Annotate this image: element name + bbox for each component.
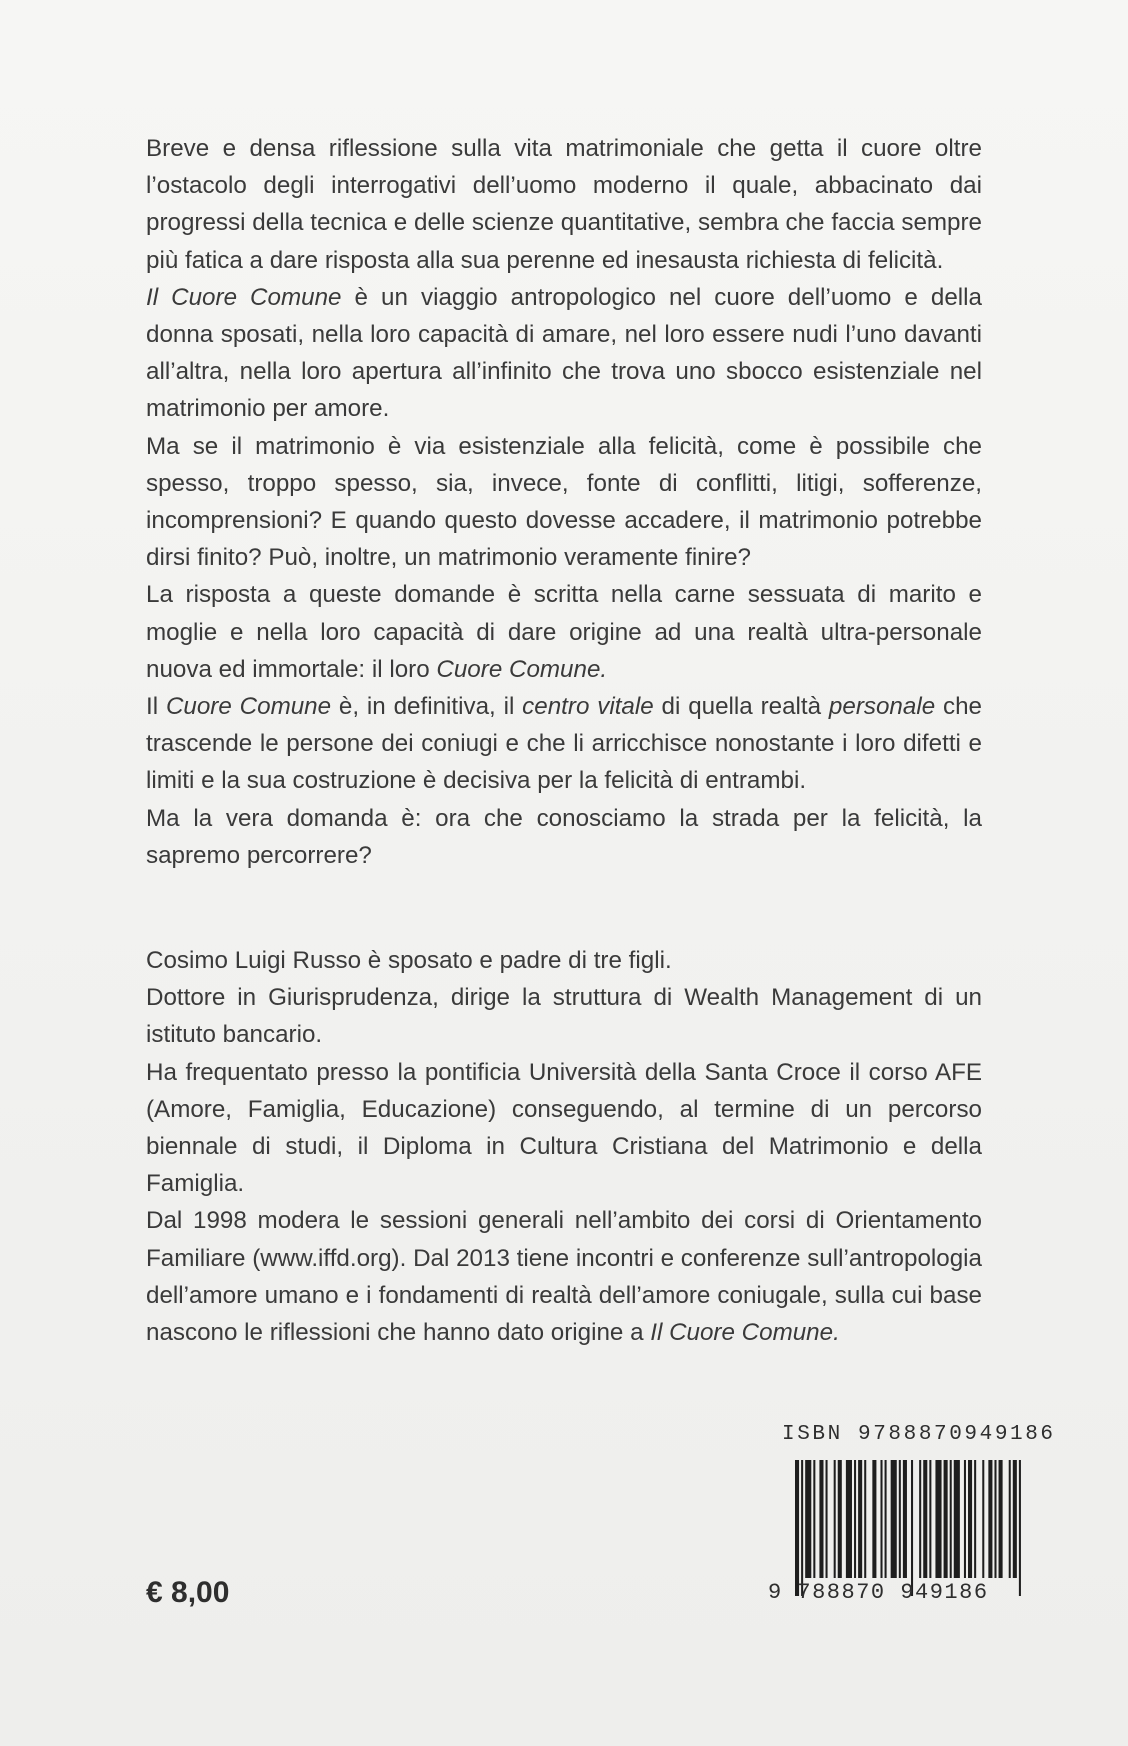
blurb-text: è un viaggio antropologico nel cuore dell’uomo e della donna sposati, nella loro capacità di amare, nel loro essere nudi l’uno davanti all’altra, nella loro apertura all’infinito che trova uno sbocco esistenziale nel matrimonio per amore. xyxy=(146,283,982,423)
barcode-icon xyxy=(795,1460,1025,1596)
barcode-bar xyxy=(964,1460,966,1578)
blurb-paragraph: Ma la vera domanda è: ora che conosciamo la strada per la felicità, la sapremo percorrere? xyxy=(146,804,982,869)
book-title: Il Cuore Comune xyxy=(146,283,342,311)
emphasis: centro vitale xyxy=(522,693,654,721)
barcode-bar xyxy=(950,1460,952,1578)
blurb-paragraph xyxy=(146,279,982,428)
barcode-bar xyxy=(826,1460,828,1578)
barcode-bar xyxy=(994,1460,996,1578)
book-title: Il Cuore Comune. xyxy=(650,1319,840,1347)
barcode-bar xyxy=(834,1460,836,1578)
bio-paragraph: Cosimo Luigi Russo è sposato e padre di tre figli. xyxy=(146,947,672,974)
barcode-bar xyxy=(954,1460,960,1578)
barcode-digits: 9 788870 949186 xyxy=(768,1580,989,1605)
barcode-bar xyxy=(838,1460,842,1578)
blurb-paragraph: Breve e densa riflessione sulla vita matrimoniale che getta il cuore oltre l’ostacolo degli interrogativi dell’uomo moderno il quale, abbacinato dai progressi della tecnica e delle scienze quantitative, sembra che faccia sempre più fatica a dare risposta alla sua perenne ed inesausta richiesta di felicità. xyxy=(146,135,982,274)
barcode-bar xyxy=(999,1460,1003,1578)
barcode-bar xyxy=(795,1460,799,1596)
bio-paragraph xyxy=(146,1202,982,1351)
bio-paragraph: Ha frequentato presso la pontificia Università della Santa Croce il corso AFE (Amore, Famiglia, Educazione) conseguendo, al termine di un percorso biennale di studi, il Diploma in Cultura Cristiana del Matrimonio e della Famiglia. xyxy=(146,1058,982,1198)
barcode-bar xyxy=(903,1460,907,1578)
barcode-bar xyxy=(891,1460,897,1578)
barcode-bar xyxy=(911,1460,913,1596)
barcode-bar xyxy=(935,1460,941,1578)
barcode-bar xyxy=(864,1460,866,1578)
barcode-bar xyxy=(899,1460,901,1578)
book-title: Cuore Comune xyxy=(165,693,332,721)
barcode-bar xyxy=(858,1460,862,1578)
barcode-bar xyxy=(968,1460,972,1578)
barcode-bar xyxy=(974,1460,976,1578)
barcode-bar xyxy=(1019,1460,1021,1596)
blurb-text: è, in definitiva, il xyxy=(331,693,523,721)
blurb-paragraph xyxy=(146,576,982,688)
barcode-bar xyxy=(872,1460,876,1578)
blurb-text: che trascende le persone dei coniugi e che li arricchisce nonostante i loro difetti e limiti e la sua costruzione è decisiva per la felicità di entrambi. xyxy=(146,693,982,795)
barcode-bar xyxy=(919,1460,921,1578)
barcode-bar xyxy=(929,1460,931,1578)
barcode-bar xyxy=(988,1460,992,1578)
barcode-bar xyxy=(1009,1460,1011,1578)
barcode-bar xyxy=(813,1460,815,1578)
emphasis: personale xyxy=(828,693,936,721)
barcode-bar xyxy=(801,1460,803,1596)
blurb-text: di quella realtà xyxy=(653,693,829,721)
isbn-label: ISBN 9788870949186 xyxy=(782,1423,1056,1446)
blurb-text: La risposta a queste domande è scritta nella carne sessuata di marito e moglie e nella loro capacità di dare origine ad una realtà ultra-personale nuova ed immortale: il loro xyxy=(146,581,982,683)
barcode-bar xyxy=(819,1460,823,1578)
book-title: Cuore Comune. xyxy=(436,655,608,683)
blurb-text: Il xyxy=(146,693,166,721)
barcode-bar xyxy=(1013,1460,1017,1578)
barcode-bar xyxy=(805,1460,811,1578)
author-bio xyxy=(146,942,982,1351)
price: € 8,00 xyxy=(146,1576,230,1609)
blurb-paragraph xyxy=(146,688,982,800)
bio-paragraph: Dottore in Giurisprudenza, dirige la struttura di Wealth Management di un istituto bancario. xyxy=(146,984,982,1049)
blurb-paragraph: Ma se il matrimonio è via esistenziale alla felicità, come è possibile che spesso, troppo spesso, sia, invece, fonte di conflitti, litigi, sofferenze, incomprensioni? E quando questo dovesse accadere, il matrimonio potrebbe dirsi finito? Può, inoltre, un matrimonio veramente finire? xyxy=(146,432,982,572)
barcode-bar xyxy=(885,1460,887,1578)
bio-text: Dal 1998 modera le sessioni generali nell’ambito dei corsi di Orientamento Familiare (www.iffd.org). Dal 2013 tiene incontri e conferenze sull’antropologia dell’amore umano e i fondamenti di realtà dell’amore coniugale, sulla cui base nascono le riflessioni che hanno dato origine a xyxy=(146,1207,982,1347)
barcode-bar xyxy=(880,1460,882,1578)
barcode-bar xyxy=(982,1460,984,1578)
blurb xyxy=(146,130,982,874)
barcode-bar xyxy=(944,1460,948,1578)
barcode-bar xyxy=(854,1460,856,1578)
barcode-bar xyxy=(846,1460,852,1578)
barcode-bar xyxy=(923,1460,927,1578)
